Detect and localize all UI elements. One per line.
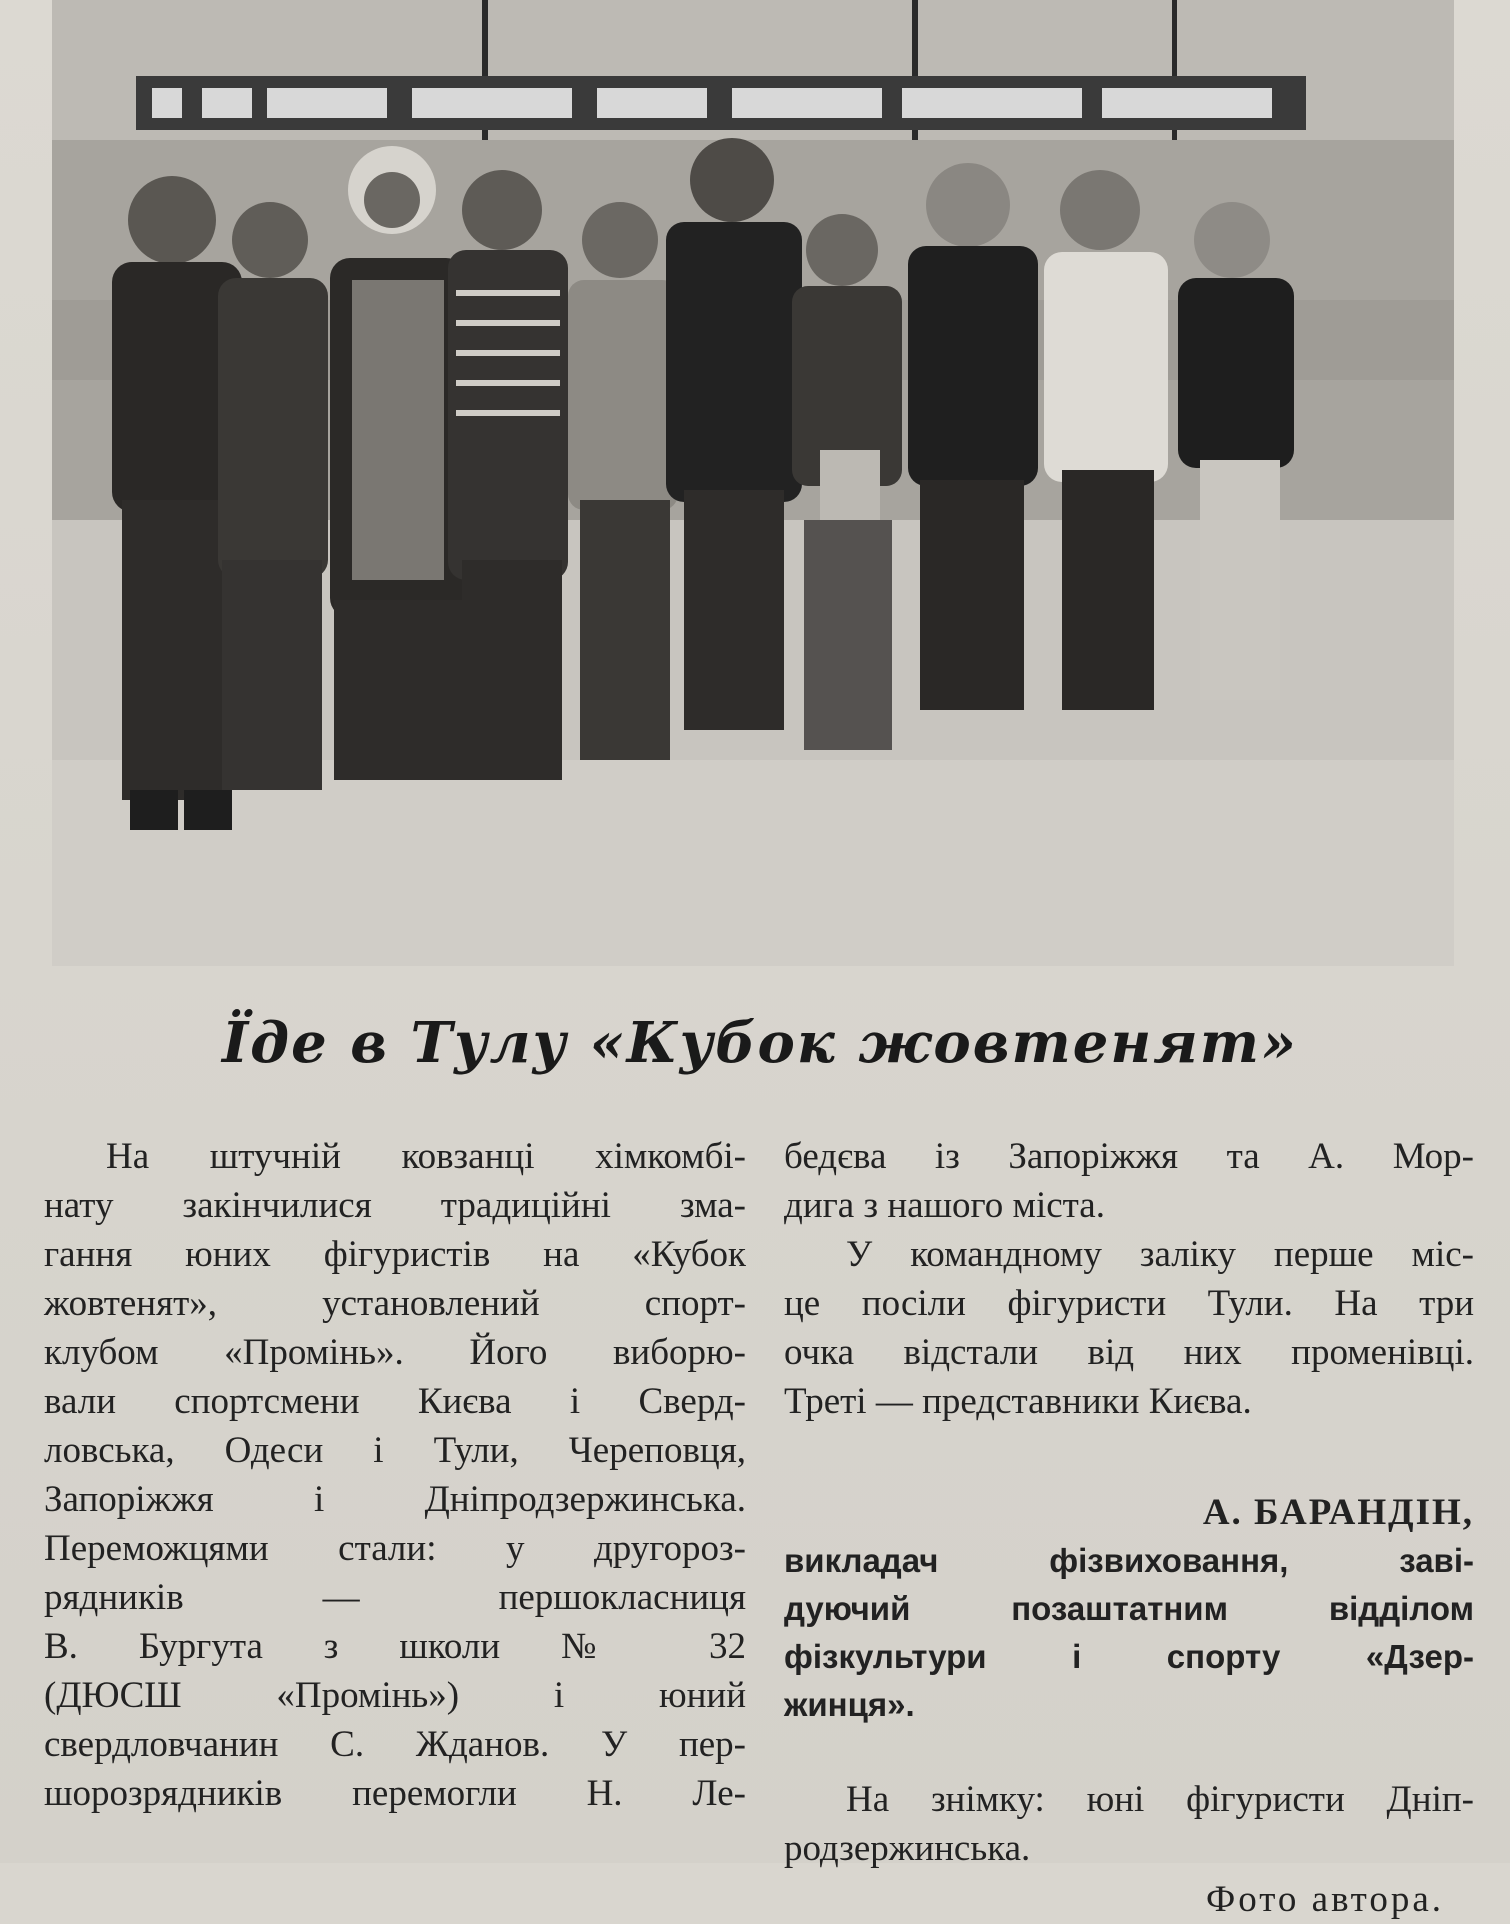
text-line: В. Бургута з школи № 32: [44, 1626, 746, 1667]
text-line: шорозрядників перемогли Н. Ле-: [44, 1773, 746, 1814]
text-line: свердловчанин С. Жданов. У пер-: [44, 1724, 746, 1765]
author-name: А. БАРАНДІН,: [1202, 1492, 1474, 1533]
photo-caption-line: На знімку: юні фігуристи Дніп-: [846, 1779, 1474, 1820]
text-line: очка відстали від них променівці.: [784, 1332, 1474, 1373]
text-line: дига з нашого міста.: [784, 1185, 1105, 1226]
author-role-line: дуючий позаштатним відділом: [784, 1590, 1474, 1627]
author-role-line: жинця».: [784, 1686, 915, 1723]
text-line: це посіли фігуристи Тули. На три: [784, 1283, 1474, 1324]
article-right-column: [784, 1132, 1474, 1924]
text-line: клубом «Промінь». Його виборю-: [44, 1332, 746, 1373]
text-line: У командному заліку перше міс-: [846, 1234, 1474, 1275]
text-line: Треті — представники Києва.: [784, 1381, 1252, 1422]
text-line: бедєва із Запоріжжя та А. Мор-: [784, 1136, 1474, 1177]
skaters-photo-illustration: [52, 0, 1454, 966]
text-line: нату закінчилися традиційні зма-: [44, 1185, 746, 1226]
text-line: На штучній ковзанці хімкомбі-: [106, 1136, 746, 1177]
text-line: Переможцями стали: у другороз-: [44, 1528, 746, 1569]
article-headline: Їде в Тулу «Кубок жовтенят»: [221, 1010, 1299, 1076]
text-line: (ДЮСШ «Промінь») і юний: [44, 1675, 746, 1716]
author-role-line: фізкультури і спорту «Дзер-: [784, 1638, 1474, 1675]
text-line: ловська, Одеси і Тули, Череповця,: [44, 1430, 746, 1471]
text-line: жовтенят», установлений спорт-: [44, 1283, 746, 1324]
text-line: гання юних фігуристів на «Кубок: [44, 1234, 746, 1275]
text-line: рядників — першокласниця: [44, 1577, 746, 1618]
article-left-column: [44, 1132, 746, 1818]
text-line: вали спортсмени Києва і Сверд-: [44, 1381, 746, 1422]
author-role-line: викладач фізвиховання, заві-: [784, 1542, 1474, 1579]
photo-credit: Фото автора.: [1205, 1879, 1444, 1920]
photo-young-figure-skaters: [52, 0, 1454, 966]
text-line: Запоріжжя і Дніпродзержинська.: [44, 1479, 746, 1520]
photo-caption-line: родзержинська.: [784, 1828, 1031, 1869]
